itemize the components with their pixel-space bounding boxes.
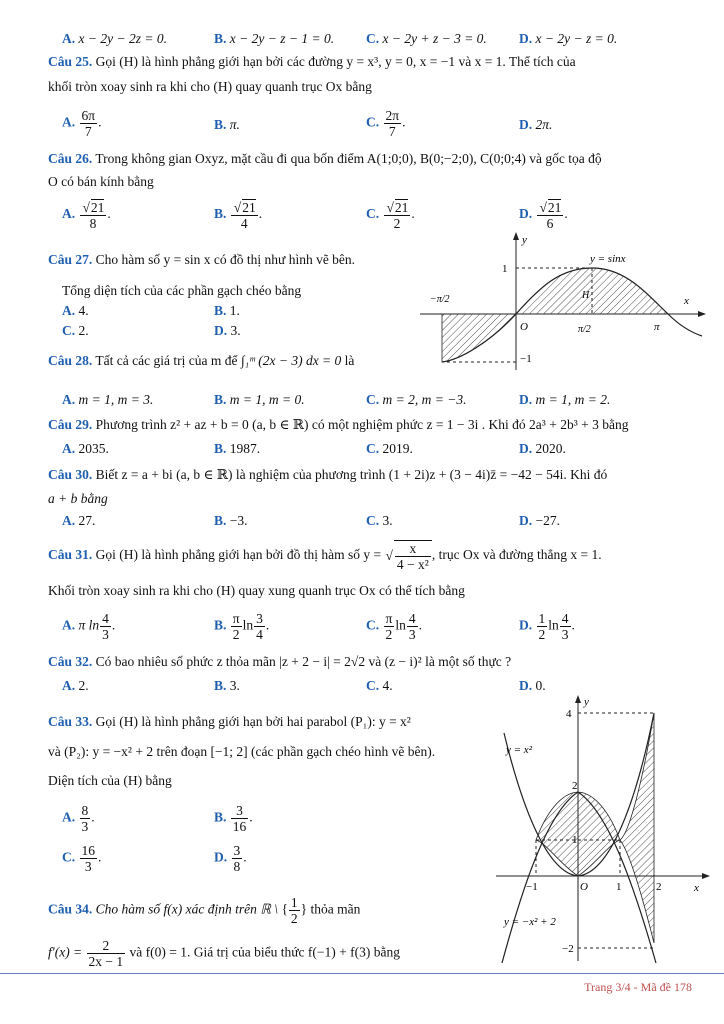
- origin-label: O: [580, 881, 588, 893]
- tick-two-x: 2: [656, 881, 662, 893]
- q32-option-a[interactable]: A. 2.: [62, 678, 89, 693]
- q25-option-c[interactable]: C. $\frac{2\pi}{7}$ .: [366, 108, 406, 139]
- q24-option-d[interactable]: D. x − 2y − z = 0.: [519, 31, 618, 46]
- q31-option-c[interactable]: C. $\frac{\pi}{2}$ ln $\frac{4}{3}$ .: [366, 611, 422, 642]
- q33-option-a[interactable]: A. $\frac{8}{3}$ .: [62, 803, 95, 834]
- q28-option-d[interactable]: D. m = 1, m = 2.: [519, 392, 611, 407]
- q32-option-d[interactable]: D. 0.: [519, 678, 546, 693]
- q31-option-d[interactable]: D. $\frac{1}{2}$ ln $\frac{4}{3}$ .: [519, 611, 575, 642]
- q33-option-c[interactable]: C. $\frac{16}{3}$ .: [62, 843, 102, 874]
- parabola-graph-figure: [496, 693, 716, 965]
- x-axis-label: x: [684, 295, 689, 307]
- q29-stem: Câu 29. Phương trình z² + az + b = 0 (a, b ∈ ℝ) có một nghiệm phức z = 1 − 3i . Khi đó 2a³ + 2b³ + 3 bằng: [48, 417, 629, 432]
- q29-option-a[interactable]: A. 2035.: [62, 441, 109, 456]
- tick-four: 4: [566, 708, 572, 720]
- q26-option-b[interactable]: B. √ $\frac{21}{4}$ .: [214, 199, 262, 231]
- q26-stem-line2: O có bán kính bằng: [48, 174, 154, 189]
- curve-label: y = sinx: [590, 253, 626, 265]
- q28-option-b[interactable]: B. m = 1, m = 0.: [214, 392, 305, 407]
- q31-option-b[interactable]: B. $\frac{\pi}{2}$ ln $\frac{3}{4}$ .: [214, 611, 270, 642]
- x-axis-label: x: [694, 882, 699, 894]
- tick-one: 1: [502, 263, 508, 275]
- shaded-region-right: [620, 713, 654, 943]
- q33-stem-line2: và (P₂): y = −x² + 2 trên đoạn [−1; 2] (các phần gạch chéo hình vẽ bên).: [48, 744, 436, 759]
- tick-pi: π: [654, 321, 660, 333]
- q26-option-a[interactable]: A. √ $\frac{21}{8}$ .: [62, 199, 111, 231]
- y-axis-label: y: [522, 234, 527, 246]
- q27-option-b[interactable]: B. 1.: [214, 303, 240, 318]
- q30-stem-line1: Câu 30. Biết z = a + bi (a, b ∈ ℝ) là nghiệm của phương trình (1 + 2i)z + (3 − 4i)z̄ = −42 − 54i. Khi đó: [48, 467, 608, 482]
- sine-graph-figure: [420, 232, 710, 372]
- q27-stem-line1: Câu 27. Cho hàm số y = sin x có đồ thị như hình vẽ bên.: [48, 252, 356, 267]
- q29-option-c[interactable]: C. 2019.: [366, 441, 413, 456]
- q32-option-b[interactable]: B. 3.: [214, 678, 240, 693]
- p1-label: y = x²: [506, 744, 532, 756]
- tick-neg-two: −2: [562, 943, 574, 955]
- q30-stem-line2: a + b bằng: [48, 491, 108, 506]
- q25-option-d[interactable]: D. 2π.: [519, 117, 553, 132]
- q33-stem-line1: Câu 33. Gọi (H) là hình phẳng giới hạn bởi hai parabol (P₁): y = x²: [48, 714, 411, 729]
- q33-stem-line3: Diện tích của (H) bằng: [48, 773, 172, 788]
- q32-option-c[interactable]: C. 4.: [366, 678, 393, 693]
- q27-stem-line2: Tổng diện tích của các phần gạch chéo bằng: [62, 283, 302, 298]
- q33-option-b[interactable]: B. $\frac{3}{16}$ .: [214, 803, 253, 834]
- q33-option-d[interactable]: D. $\frac{3}{8}$ .: [214, 843, 247, 874]
- q25-stem-line1: Câu 25. Gọi (H) là hình phẳng giới hạn bởi các đường y = x³, y = 0, x = −1 và x = 1. Thể tích của: [48, 54, 576, 69]
- q26-option-c[interactable]: C. √ $\frac{21}{2}$ .: [366, 199, 415, 231]
- q25-stem-line2: khối tròn xoay sinh ra khi cho (H) quay quanh trục Ox bằng: [48, 79, 372, 94]
- shaded-region-left: [442, 314, 516, 362]
- tick-two: 2: [572, 780, 578, 792]
- q31-option-a[interactable]: A. π ln $\frac{4}{3}$ .: [62, 611, 116, 642]
- q32-stem: Câu 32. Có bao nhiêu số phức z thỏa mãn |z + 2 − i| = 2√2 và (z − i)² là một số thực ?: [48, 654, 512, 669]
- q24-option-b[interactable]: B. x − 2y − z − 1 = 0.: [214, 31, 335, 46]
- q27-option-d[interactable]: D. 3.: [214, 323, 241, 338]
- q29-option-d[interactable]: D. 2020.: [519, 441, 566, 456]
- q28-option-a[interactable]: A. m = 1, m = 3.: [62, 392, 154, 407]
- q26-option-d[interactable]: D. √ $\frac{21}{6}$ .: [519, 199, 568, 231]
- q30-option-d[interactable]: D. −27.: [519, 513, 560, 528]
- q34-stem-line1: Câu 34. Cho hàm số f(x) xác định trên ℝ \ { $\frac{1}{2}$ } thỏa mãn: [48, 895, 361, 926]
- p2-label: y = −x² + 2: [504, 916, 556, 928]
- q27-option-a[interactable]: A. 4.: [62, 303, 89, 318]
- q24-option-c[interactable]: C. x − 2y + z − 3 = 0.: [366, 31, 487, 46]
- tick-one: 1: [616, 881, 622, 893]
- q28-option-c[interactable]: C. m = 2, m = −3.: [366, 392, 467, 407]
- q27-option-c[interactable]: C. 2.: [62, 323, 89, 338]
- q34-stem-line2: f′(x) = $\frac{2}{2x - 1}$ và f(0) = 1. Giá trị của biểu thức f(−1) + f(3) bằng: [48, 938, 400, 969]
- y-axis-label: y: [584, 696, 589, 708]
- q30-option-b[interactable]: B. −3.: [214, 513, 248, 528]
- tick-half-pi: π/2: [578, 324, 591, 335]
- q24-option-a[interactable]: A. x − 2y − 2z = 0.: [62, 31, 167, 46]
- q26-stem-line1: Câu 26. Trong không gian Oxyz, mặt cầu đi qua bốn điểm A(1;0;0), B(0;−2;0), C(0;0;4) và gốc tọa độ: [48, 151, 602, 166]
- q30-option-c[interactable]: C. 3.: [366, 513, 393, 528]
- page-footer: Trang 3/4 - Mã đề 178: [584, 980, 692, 994]
- q30-option-a[interactable]: A. 27.: [62, 513, 96, 528]
- q25-option-a[interactable]: A. $\frac{6\pi}{7}$ .: [62, 108, 102, 139]
- q29-option-b[interactable]: B. 1987.: [214, 441, 261, 456]
- q31-stem-line2: Khối tròn xoay sinh ra khi cho (H) quay xung quanh trục Ox có thể tích bằng: [48, 583, 465, 598]
- origin-label: O: [520, 321, 528, 333]
- region-h-label: H: [582, 290, 590, 301]
- q25-option-b[interactable]: B. π.: [214, 117, 240, 132]
- footer-rule: [0, 973, 724, 974]
- q28-stem: Câu 28. Tất cả các giá trị của m để ∫₁ᵐ (2x − 3) dx = 0 là: [48, 353, 355, 368]
- tick-one-y: 1: [572, 834, 578, 846]
- tick-neg-one: −1: [526, 881, 538, 893]
- q31-stem-line1: Câu 31. Gọi (H) là hình phẳng giới hạn bởi đồ thị hàm số y = √ $\frac{x}{\text{4 − x²}}$ , trục Ox và đường thẳng x = 1.: [48, 540, 602, 572]
- tick-neg-one: −1: [520, 353, 532, 365]
- tick-neg-half-pi: −π/2: [430, 294, 450, 305]
